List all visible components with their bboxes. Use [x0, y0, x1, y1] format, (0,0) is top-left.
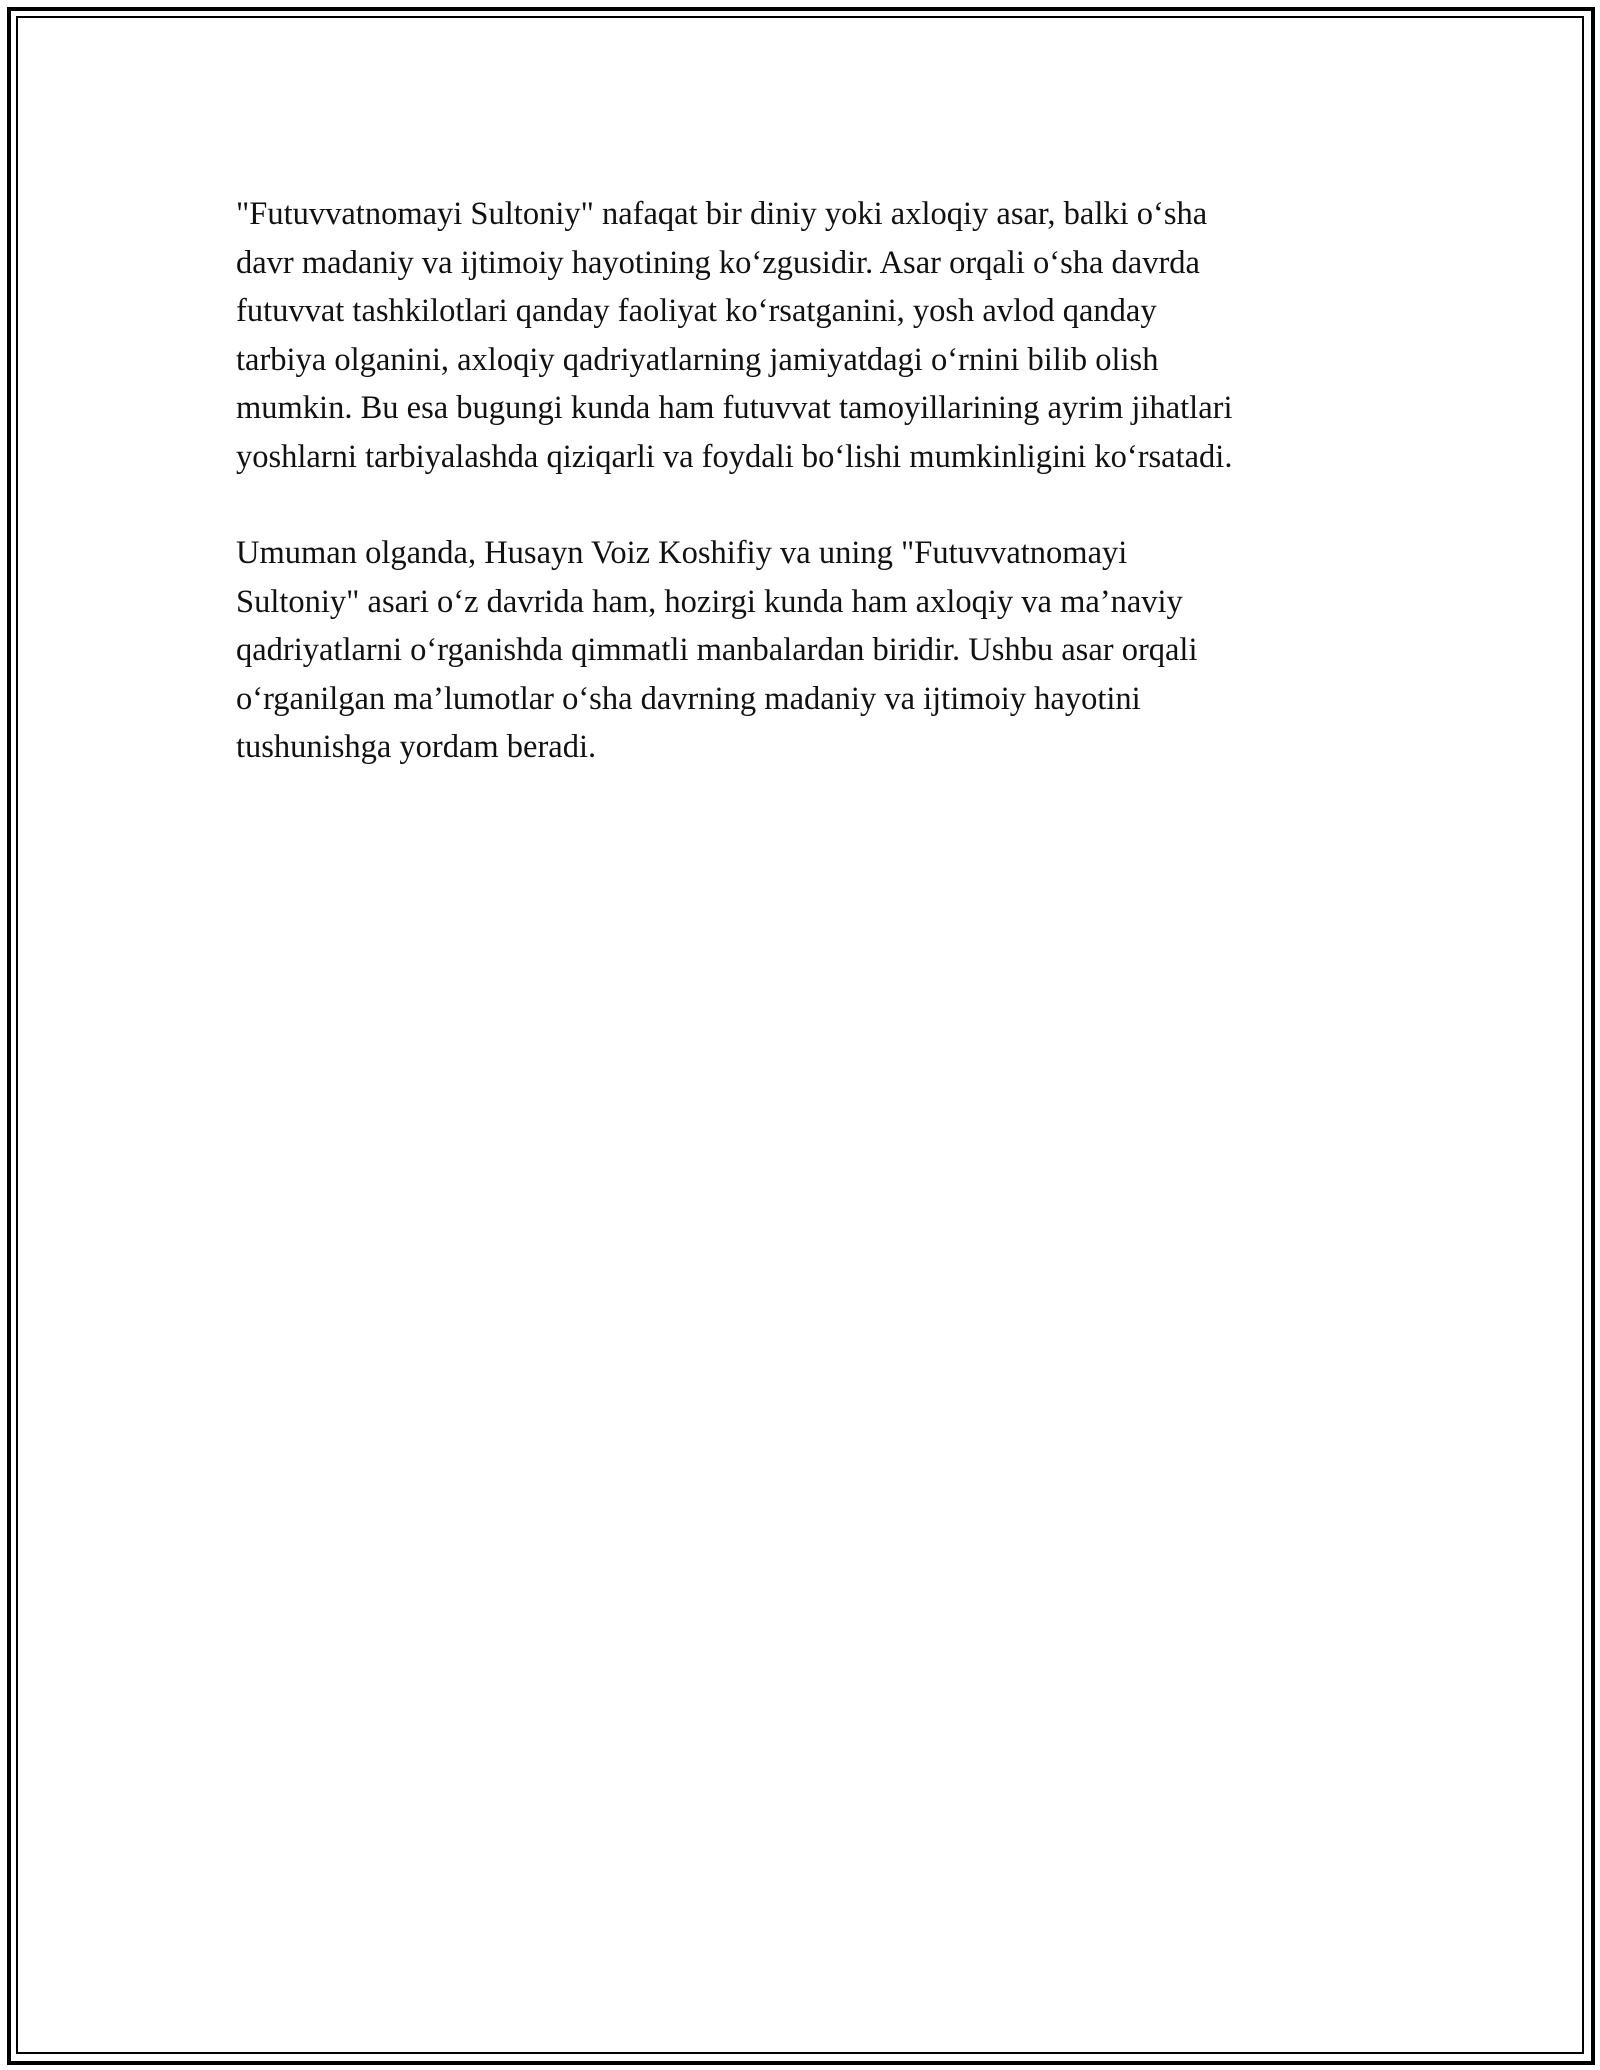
paragraph: "Futuvvatnomayi Sultoniy" nafaqat bir diniy yoki axloqiy asar, balki o‘sha davr madaniy va ijtimoiy hayotining ko‘zgusidir. Asar orqali o‘sha davrda futuvvat tashkilotlari qanday faoliyat ko‘rsatganini, yosh avlod qanday tarbiya olganini, axloqiy qadriyatlarning jamiyatdagi o‘rnini bilib olish mumkin. Bu esa bugungi kunda ham futuvvat tamoyillarining ayrim jihatlari yoshlarni tarbiyalashda qiziqarli va foydali bo‘lishi mumkinligini ko‘rsatadi.	[236, 196, 1233, 475]
paragraph: Umuman olganda, Husayn Voiz Koshifiy va uning "Futuvvatnomayi Sultoniy" asari o‘z davrida ham, hozirgi kunda ham axloqiy va ma’naviy qadriyatlarni o‘rganishda qimmatli manbalardan biridir. Ushbu asar orqali o‘rganilgan ma’lumotlar o‘sha davrning madaniy va ijtimoiy hayotini tushunishga yordam beradi.	[236, 535, 1198, 765]
document-body	[236, 190, 1386, 820]
